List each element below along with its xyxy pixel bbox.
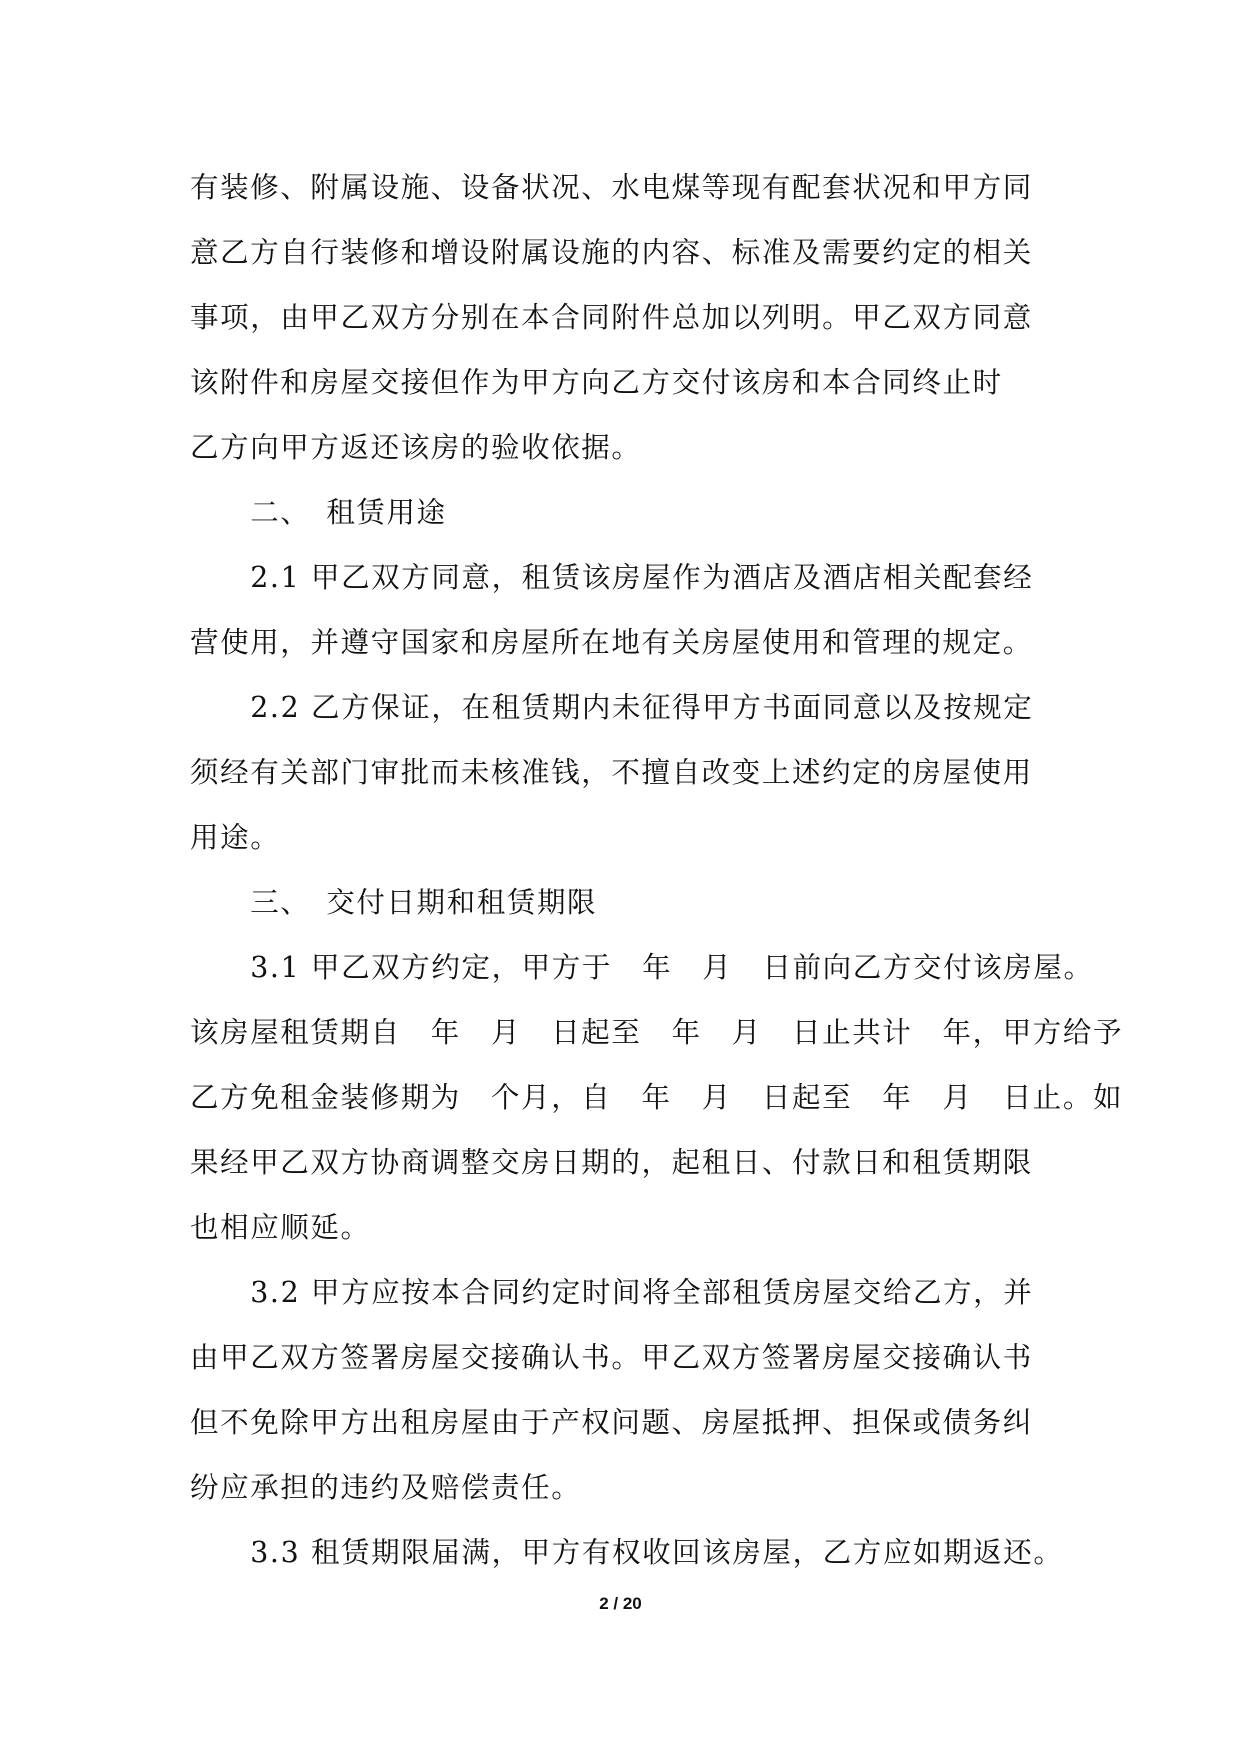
page-number: 2 / 20 <box>599 1594 642 1613</box>
text-line: 纷应承担的违约及赔偿责任。 <box>190 1471 582 1504</box>
text-line: 3.3 租赁期限届满，甲方有权收回该房屋，乙方应如期返还。 <box>190 1536 1064 1569</box>
text-line: 该附件和房屋交接但作为甲方向乙方交付该房和本合同终止时 <box>190 366 1003 399</box>
text-line: 3.1 甲乙双方约定，甲方于 年 月 日前向乙方交付该房屋。 <box>190 951 1094 984</box>
section-heading: 二、 租赁用途 <box>190 496 447 529</box>
text-line: 须经有关部门审批而未核准钱，不擅自改变上述约定的房屋使用 <box>190 756 1033 789</box>
text-line: 乙方免租金装修期为 个月，自 年 月 日起至 年 月 日止。如 <box>190 1081 1124 1114</box>
text-line: 但不免除甲方出租房屋由于产权问题、房屋抵押、担保或债务纠 <box>190 1406 1033 1439</box>
section-heading: 三、 交付日期和租赁期限 <box>190 886 598 919</box>
text-line: 营使用，并遵守国家和房屋所在地有关房屋使用和管理的规定。 <box>190 626 1033 659</box>
text-line: 3.2 甲方应按本合同约定时间将全部租赁房屋交给乙方，并 <box>190 1276 1034 1309</box>
text-line: 意乙方自行装修和增设附属设施的内容、标准及需要约定的相关 <box>190 236 1033 269</box>
text-line: 2.2 乙方保证，在租赁期内未征得甲方书面同意以及按规定 <box>190 691 1034 724</box>
text-line: 果经甲乙双方协商调整交房日期的，起租日、付款日和租赁期限 <box>190 1146 1033 1179</box>
text-line: 由甲乙双方签署房屋交接确认书。甲乙双方签署房屋交接确认书 <box>190 1341 1033 1374</box>
text-line: 乙方向甲方返还该房的验收依据。 <box>190 431 642 464</box>
text-line: 用途。 <box>190 821 281 854</box>
text-line: 该房屋租赁期自 年 月 日起至 年 月 日止共计 年，甲方给予 <box>190 1016 1124 1049</box>
text-line: 也相应顺延。 <box>190 1211 371 1244</box>
text-line: 事项，由甲乙双方分别在本合同附件总加以列明。甲乙双方同意 <box>190 301 1033 334</box>
text-line: 有装修、附属设施、设备状况、水电煤等现有配套状况和甲方同 <box>190 171 1033 204</box>
text-line: 2.1 甲乙双方同意，租赁该房屋作为酒店及酒店相关配套经 <box>190 561 1034 594</box>
document-body <box>190 155 1124 1585</box>
